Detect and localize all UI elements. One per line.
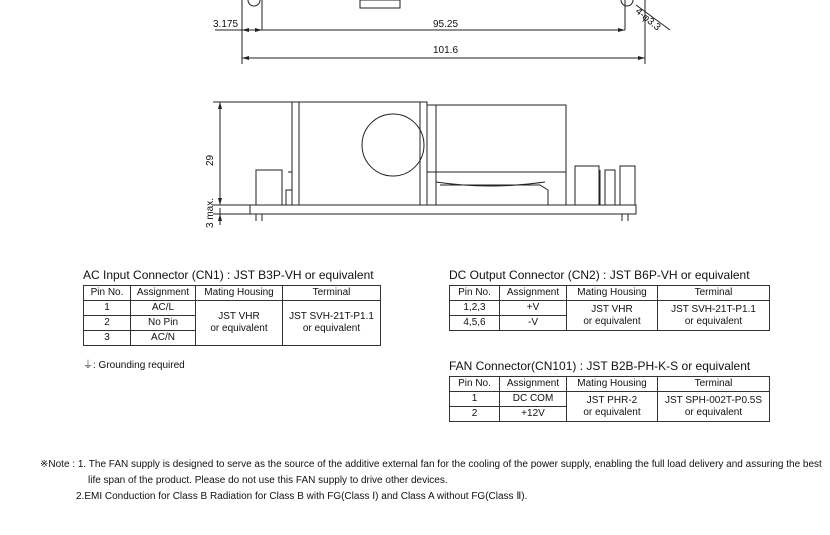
terminal-cell: JST SPH-002T-P0.5S or equivalent xyxy=(658,392,770,422)
dim-holes: 4-φ3.3 xyxy=(632,6,663,34)
pin-cell: 4,5,6 xyxy=(450,316,500,331)
terminal-cell: JST SVH-21T-P1.1 or equivalent xyxy=(283,301,381,346)
cn2-table xyxy=(449,285,770,331)
terminal-cell: JST SVH-21T-P1.1 or equivalent xyxy=(658,301,770,331)
table-row xyxy=(450,392,770,407)
table-header-row xyxy=(84,286,381,301)
assignment-cell: AC/L xyxy=(131,301,196,316)
col-pin: Pin No. xyxy=(450,377,500,392)
cn1-title: AC Input Connector (CN1) : JST B3P-VH or equivalent xyxy=(83,268,374,282)
dim-1016: 101.6 xyxy=(433,45,459,56)
note-line-3: 2.EMI Conduction for Class B Radiation for Class B with FG(Class Ⅰ) and Class A without FG(Class Ⅱ). xyxy=(76,491,528,502)
housing-cell: JST VHR or equivalent xyxy=(196,301,283,346)
pin-cell: 1 xyxy=(84,301,131,316)
pin-cell: 2 xyxy=(450,407,500,422)
pin-cell: 1,2,3 xyxy=(450,301,500,316)
side-view-drawing xyxy=(0,90,830,235)
cn101-title: FAN Connector(CN101) : JST B2B-PH-K-S or equivalent xyxy=(449,359,751,373)
col-terminal: Terminal xyxy=(283,286,381,301)
housing-cell: JST PHR-2 or equivalent xyxy=(567,392,658,422)
ground-note xyxy=(83,356,185,371)
assignment-cell: +12V xyxy=(500,407,567,422)
notes xyxy=(40,457,820,505)
col-assignment: Assignment xyxy=(500,377,567,392)
assignment-cell: DC COM xyxy=(500,392,567,407)
note-line-1: ※Note : 1. The FAN supply is designed to serve as the source of the additive external fan for the cooling of the power supply, enabling the full load delivery and assuring the best xyxy=(40,459,822,470)
dim-height-29: 29 xyxy=(205,154,216,166)
col-terminal: Terminal xyxy=(658,377,770,392)
col-housing: Mating Housing xyxy=(567,377,658,392)
assignment-cell: AC/N xyxy=(131,331,196,346)
note-line-2: life span of the product. Please do not use this FAN supply to drive other devices. xyxy=(88,475,448,486)
col-pin: Pin No. xyxy=(450,286,500,301)
dim-3175: 3.175 xyxy=(213,19,239,30)
col-assignment: Assignment xyxy=(500,286,567,301)
assignment-cell: -V xyxy=(500,316,567,331)
housing-cell: JST VHR or equivalent xyxy=(567,301,658,331)
col-terminal: Terminal xyxy=(658,286,770,301)
dim-base-3max: 3 max. xyxy=(205,197,216,228)
table-row xyxy=(84,301,381,316)
pin-cell: 1 xyxy=(450,392,500,407)
dim-9525: 95.25 xyxy=(433,19,459,30)
table-header-row xyxy=(450,377,770,392)
assignment-cell: +V xyxy=(500,301,567,316)
table-row xyxy=(450,301,770,316)
ground-text: : Grounding required xyxy=(93,360,185,371)
ground-icon: ⏚ xyxy=(83,360,93,371)
pin-cell: 2 xyxy=(84,316,131,331)
table-header-row xyxy=(450,286,770,301)
pin-cell: 3 xyxy=(84,331,131,346)
col-housing: Mating Housing xyxy=(196,286,283,301)
col-pin: Pin No. xyxy=(84,286,131,301)
assignment-cell: No Pin xyxy=(131,316,196,331)
cn1-table xyxy=(83,285,381,346)
col-housing: Mating Housing xyxy=(567,286,658,301)
top-view-drawing xyxy=(0,0,830,70)
cn101-table xyxy=(449,376,770,422)
cn2-title: DC Output Connector (CN2) : JST B6P-VH or equivalent xyxy=(449,268,750,282)
col-assignment: Assignment xyxy=(131,286,196,301)
